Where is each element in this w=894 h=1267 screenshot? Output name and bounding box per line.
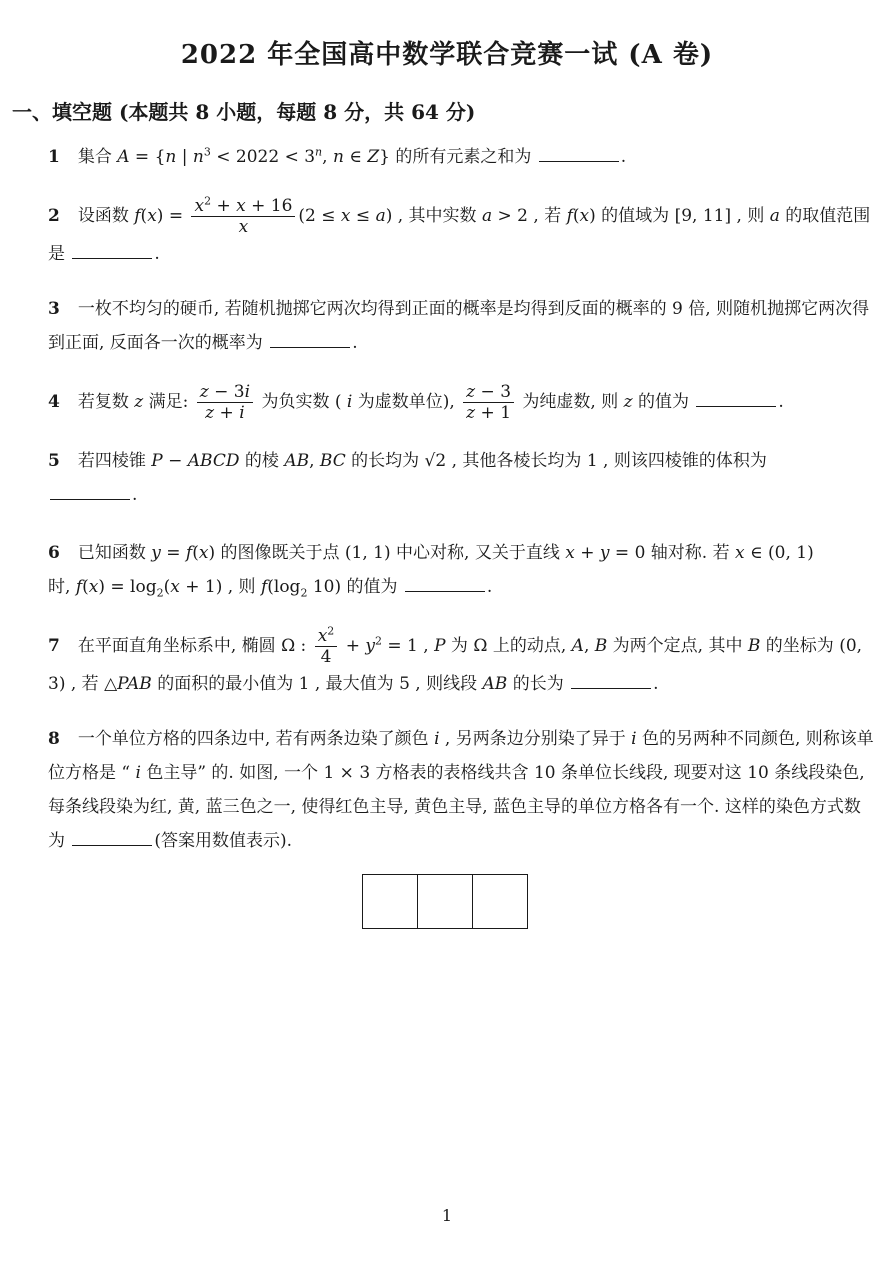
fraction: $\frac{z - 3i}{z + i}$ <box>197 382 253 423</box>
answer-blank <box>696 405 776 407</box>
page-title: 2022 年全国高中数学联合竞赛一试 (A 卷) <box>180 40 714 70</box>
problem-3: 3 一枚不均匀的硬币, 若随机抛掷它两次均得到正面的概率是均得到反面的概率的 9 倍, 则随机抛掷它两次得到正面, 反面各一次的概率为 . <box>48 299 870 353</box>
problem-2: 2 设函数 f(x) = $\frac{x^2 + x + 16}{x}$ (2 ≤ x ≤ a) , 其中实数 a > 2 , 若 f(x) 的值域为 [9, 11] , 则 a 的取值范围是 . <box>48 194 871 264</box>
problem-1: 1 集合 A = {n | $n^3 < 2022 < 3^n$, n ∈ Z} 的所有元素之和为 . <box>48 145 627 167</box>
problem-8: 8 一个单位方格的四条边中, 若有两条边染了颜色 i , 另两条边分别染了异于 i 色的另两种不同颜色, 则称该单位方格是 “ i 色主导” 的. 如图, 一个 1 × 3 方格表的表格线共含 10 条单位长线段, 现要对这 10 条线段染色, 每条线段染为红, 黄, 蓝三色之一, 使得红色主导, 黄色主导, 蓝色主导的单位方格各有一个. 这样的染色方式数为 (答案用数值表示). <box>48 729 874 851</box>
problem-4: 4 若复数 z 满足: $\frac{z - 3i}{z + i}$ 为负实数 ( i 为虚数单位), $\frac{z - 3}{z + 1}$ 为纯虚数, 则 z 的值为 . <box>48 382 784 423</box>
answer-blank <box>571 687 651 689</box>
fraction: $\frac{z - 3}{z + 1}$ <box>463 382 514 423</box>
problem-5: 5 若四棱锥 P − ABCD 的棱 AB, BC 的长均为 √2 , 其他各棱长均为 1 , 则该四棱锥的体积为 . <box>48 451 767 505</box>
fraction: $\frac{x^2 + x + 16}{x}$ <box>191 196 295 237</box>
page-number: 1 <box>441 1206 453 1225</box>
answer-blank <box>539 160 619 162</box>
answer-blank <box>72 844 152 846</box>
answer-blank <box>405 590 485 592</box>
fraction: $\frac{x^2}{4}$ <box>315 626 338 667</box>
answer-blank <box>72 257 152 259</box>
grid-cell <box>418 875 473 928</box>
grid-1x3-figure <box>362 874 528 929</box>
grid-cell <box>473 875 527 928</box>
grid-cell <box>363 875 418 928</box>
problem-6: 6 已知函数 y = f(x) 的图像既关于点 (1, 1) 中心对称, 又关于直线 x + y = 0 轴对称. 若 x ∈ (0, 1) 时, $f(x) = \log_2(x + 1)$ , 则 $f(\log_2$ 10) 的值为 . <box>48 543 814 600</box>
problem-7: 7 在平面直角坐标系中, 椭圆 Ω : $\frac{x^2}{4}$ + $y^2 = 1$ , P 为 Ω 上的动点, A, B 为两个定点, 其中 B 的坐标为 (0, 3) , 若 △PAB 的面积的最小值为 1 , 最大值为 5 , 则线段 AB 的长为 . <box>48 624 863 694</box>
answer-blank <box>270 346 350 348</box>
answer-blank <box>50 498 130 500</box>
section-heading: 一、填空题 (本题共 8 小题，每题 8 分，共 64 分) <box>12 100 476 124</box>
